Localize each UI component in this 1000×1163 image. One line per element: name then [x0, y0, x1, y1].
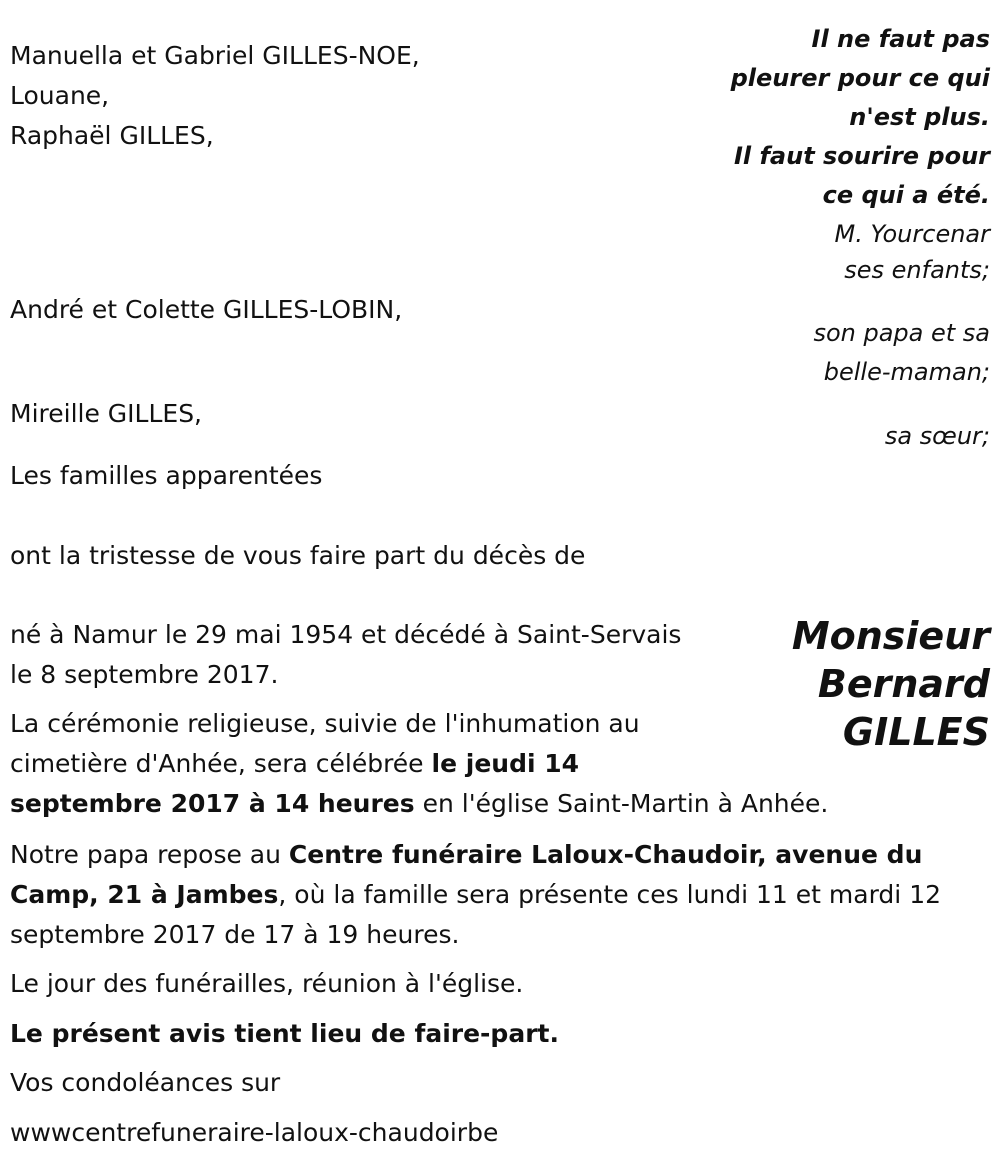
ceremony-line-1: La cérémonie religieuse, suivie de l'inhumation au	[10, 709, 640, 738]
ceremony-text: cimetière d'Anhée, sera célébrée	[10, 749, 432, 778]
visiting-hours: , où la famille sera présente ces lundi 11 et mardi 12 septembre 2017 de 17 à 19 heures.	[10, 880, 942, 949]
ceremony-line-2	[10, 744, 579, 784]
ceremony-date: le jeudi 14	[431, 749, 580, 778]
quote-block	[731, 20, 990, 254]
relation-children: ses enfants;	[844, 256, 990, 284]
quote-line-1: Il ne faut pas	[811, 25, 990, 53]
deceased-title: Monsieur	[791, 614, 990, 658]
deceased-name	[792, 612, 990, 756]
children-names-line-1: Manuella et Gabriel GILLES-NOE,	[10, 41, 420, 70]
quote-line-2: pleurer pour ce qui	[730, 64, 990, 92]
quote-line-3: n'est plus.	[849, 103, 990, 131]
relatives: Les familles apparentées	[10, 461, 323, 490]
sister-name: Mireille GILLES,	[10, 399, 203, 428]
deceased-last-name: GILLES	[842, 710, 990, 754]
children-names-line-3: Raphaël GILLES,	[10, 121, 214, 150]
resting-place	[10, 835, 970, 955]
announcement: ont la tristesse de vous faire part du décès de	[10, 541, 586, 570]
birth-death-line-1: né à Namur le 29 mai 1954 et décédé à Saint-Servais	[10, 620, 682, 649]
quote-line-5: ce qui a été.	[822, 181, 990, 209]
funeral-day: Le jour des funérailles, réunion à l'église.	[10, 969, 524, 998]
ceremony-place: en l'église Saint-Martin à Anhée.	[414, 789, 829, 818]
children-names-line-2: Louane,	[10, 81, 110, 110]
relation-parents-line-1: son papa et sa	[813, 319, 990, 347]
deceased-first-name: Bernard	[817, 662, 990, 706]
relation-parents-line-2: belle-maman;	[823, 358, 990, 386]
ceremony-line-3	[10, 784, 828, 824]
quote-author: M. Yourcenar	[834, 220, 990, 248]
notice: Le présent avis tient lieu de faire-part.	[10, 1019, 559, 1048]
birth-death-line-2: le 8 septembre 2017.	[10, 660, 279, 689]
ceremony-time: septembre 2017 à 14 heures	[10, 789, 415, 818]
condolences-label: Vos condoléances sur	[10, 1068, 281, 1097]
quote-line-4: Il faut sourire pour	[733, 142, 990, 170]
resting-text: Notre papa repose au	[10, 840, 289, 869]
funeral-center: Centre funéraire Laloux-Chaudoir, avenue du Camp, 21 à Jambes	[10, 840, 923, 909]
relation-sister: sa sœur;	[884, 422, 990, 450]
condolences-link[interactable]: wwwcentrefuneraire-laloux-chaudoirbe	[10, 1118, 499, 1147]
parents-names: André et Colette GILLES-LOBIN,	[10, 295, 403, 324]
